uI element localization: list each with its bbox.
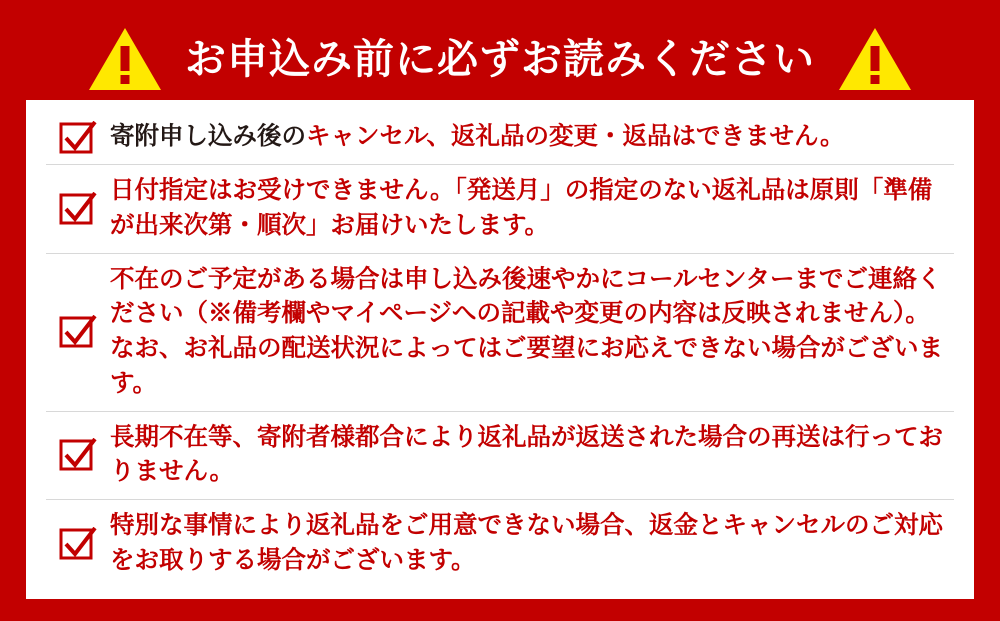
- note-text: [110, 120, 954, 155]
- note-segment: キャンセル、返礼品の変更・返品はできません。: [306, 123, 845, 151]
- checkbox-cell: [46, 315, 110, 349]
- checkbox-checked-icon: [59, 121, 97, 155]
- note-text: [110, 263, 954, 402]
- warning-triangle-icon: [837, 26, 913, 92]
- note-segment: 日付指定はお受けできません。「発送月」の指定のない返礼品は原則「準備が出来次第・順次」お届けいたします。: [110, 176, 933, 239]
- list-item: [46, 111, 954, 165]
- checkbox-cell: [46, 527, 110, 561]
- note-segment: 寄附申し込み後の: [110, 123, 306, 151]
- list-item: [46, 500, 954, 588]
- note-text: [110, 421, 954, 491]
- checkbox-cell: [46, 121, 110, 155]
- notes-card: [26, 100, 974, 599]
- list-item: [46, 412, 954, 501]
- note-segment: 長期不在等、寄附者様都合により返礼品が返送された場合の再送は行っておりません。: [110, 423, 943, 486]
- list-item: [46, 165, 954, 254]
- checkbox-cell: [46, 192, 110, 226]
- checkbox-checked-icon: [59, 527, 97, 561]
- note-text: [110, 174, 954, 244]
- list-item: [46, 254, 954, 412]
- page-title: お申込み前に必ずお読みください: [185, 35, 815, 82]
- checkbox-cell: [46, 438, 110, 472]
- note-segment: 特別な事情により返礼品をご用意できない場合、返金とキャンセルのご対応をお取りする場合がございます。: [110, 512, 943, 575]
- checkbox-checked-icon: [59, 315, 97, 349]
- banner-header: [26, 18, 974, 100]
- checkbox-checked-icon: [59, 192, 97, 226]
- note-text: [110, 509, 954, 579]
- warning-triangle-icon: [87, 26, 163, 92]
- checkbox-checked-icon: [59, 438, 97, 472]
- note-segment: 不在のご予定がある場合は申し込み後速やかにコールセンターまでご連絡ください（※備考欄やマイページへの記載や変更の内容は反映されません）。なお、お礼品の配送状況によってはご要望にお応えできない場合がございます。: [110, 265, 943, 397]
